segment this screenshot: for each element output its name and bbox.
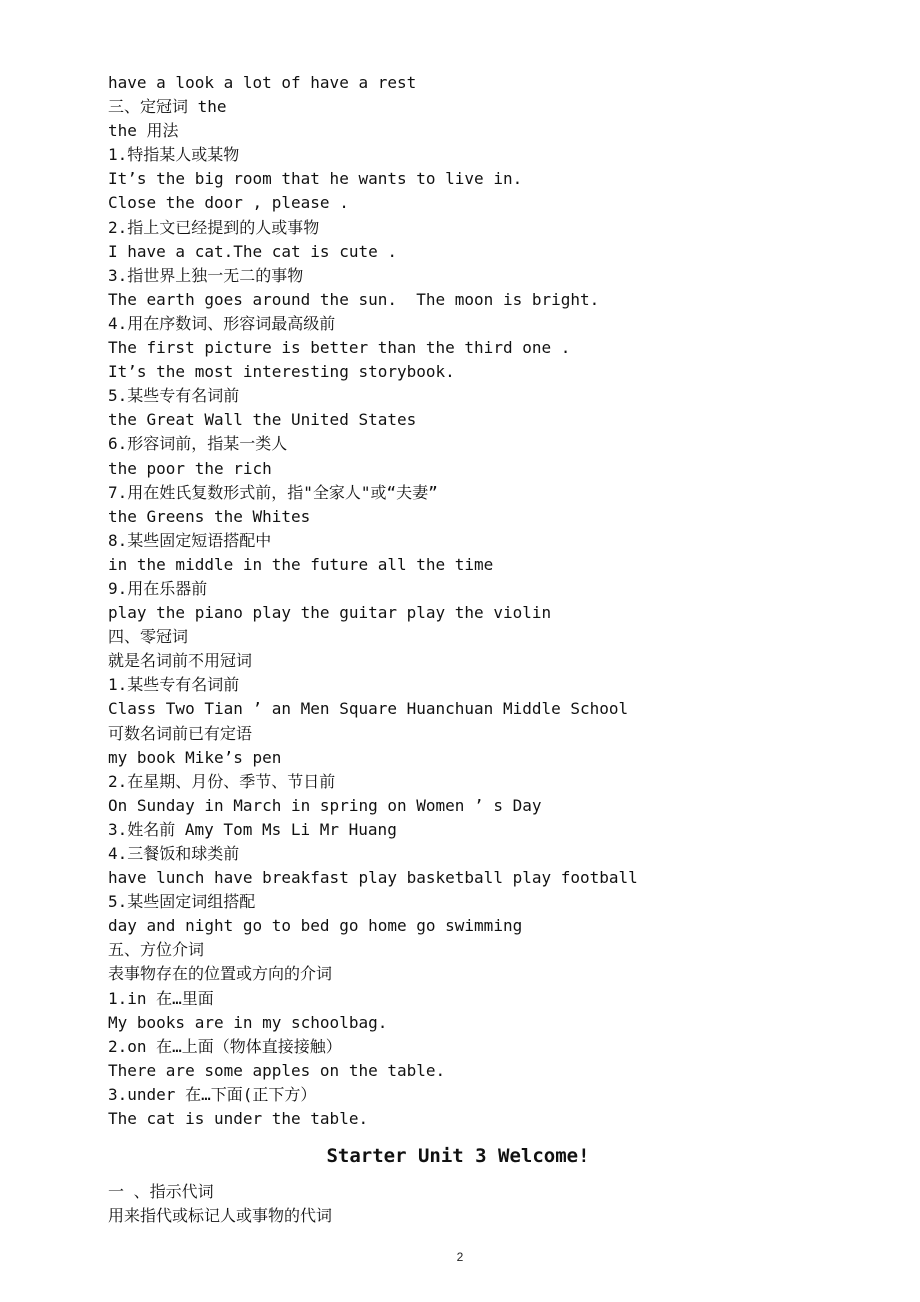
text-line: 四、零冠词: [108, 627, 189, 647]
text-line: 三、定冠词 the: [108, 97, 227, 117]
lines-before-block: [108, 71, 868, 1131]
text-line: 2.在星期、月份、季节、节日前: [108, 771, 336, 791]
text-line: 1.特指某人或某物: [108, 145, 240, 165]
text-line: the 用法: [108, 121, 179, 141]
text-line: have lunch have breakfast play basketball play football: [108, 868, 638, 888]
document-body: [108, 71, 868, 1228]
page-number: 2: [456, 1250, 464, 1264]
text-line: The cat is under the table.: [108, 1109, 369, 1129]
text-line: Close the door , please .: [108, 193, 349, 213]
text-line: have a look a lot of have a rest: [108, 73, 417, 92]
text-line: 5.某些固定词组搭配: [108, 892, 256, 912]
text-line: 3.指世界上独一无二的事物: [108, 265, 304, 285]
text-line: play the piano play the guitar play the violin: [108, 603, 552, 623]
text-line: It’s the most interesting storybook.: [108, 362, 455, 382]
text-line: 用来指代或标记人或事物的代词: [108, 1206, 333, 1226]
text-line: 4.三餐饭和球类前: [108, 844, 240, 863]
text-line: 5.某些专有名词前: [108, 386, 240, 406]
text-line: 表事物存在的位置或方向的介词: [108, 964, 333, 984]
text-line: 1.某些专有名词前: [108, 675, 240, 695]
text-line: There are some apples on the table.: [108, 1060, 446, 1080]
text-line: 2.指上文已经提到的人或事物: [108, 217, 320, 237]
text-line: It’s the big room that he wants to live in.: [108, 169, 523, 189]
text-line: I have a cat.The cat is cute .: [108, 241, 397, 261]
text-line: 一 、指示代词: [108, 1182, 214, 1202]
text-line: 3.姓名前 Amy Tom Ms Li Mr Huang: [108, 819, 397, 839]
text-line: Class Two Tian ’ an Men Square Huanchuan Middle School: [108, 699, 629, 719]
text-line: the poor the rich: [108, 458, 272, 478]
text-line: 五、方位介词: [108, 940, 205, 960]
lines-after-block: [108, 1180, 868, 1228]
text-line: The earth goes around the sun. The moon is bright.: [108, 289, 600, 309]
section-heading: Starter Unit 3 Welcome!: [326, 1145, 590, 1168]
text-line: 就是名词前不用冠词: [108, 651, 253, 671]
text-line: 8.某些固定短语搭配中: [108, 530, 272, 550]
text-line: On Sunday in March in spring on Women ’ s Day: [108, 795, 542, 815]
text-line: 3.under 在…下面(正下方）: [108, 1084, 317, 1104]
text-line: the Greens the Whites: [108, 506, 311, 526]
text-line: 4.用在序数词、形容词最高级前: [108, 313, 336, 333]
text-line: day and night go to bed go home go swimming: [108, 916, 523, 936]
text-line: 可数名词前已有定语: [108, 723, 253, 743]
text-line: my book Mike’s pen: [108, 747, 282, 767]
text-line: The first picture is better than the third one .: [108, 338, 571, 358]
text-line: the Great Wall the United States: [108, 410, 417, 430]
text-line: 1.in 在…里面: [108, 988, 214, 1008]
text-line: 2.on 在…上面（物体直接接触）: [108, 1036, 342, 1056]
text-line: 7.用在姓氏复数形式前，指"全家人"或“夫妻”: [108, 482, 438, 502]
text-line: in the middle in the future all the time: [108, 554, 494, 574]
text-line: My books are in my schoolbag.: [108, 1012, 388, 1032]
text-line: 6.形容词前，指某一类人: [108, 434, 288, 454]
text-line: 9.用在乐器前: [108, 578, 208, 598]
